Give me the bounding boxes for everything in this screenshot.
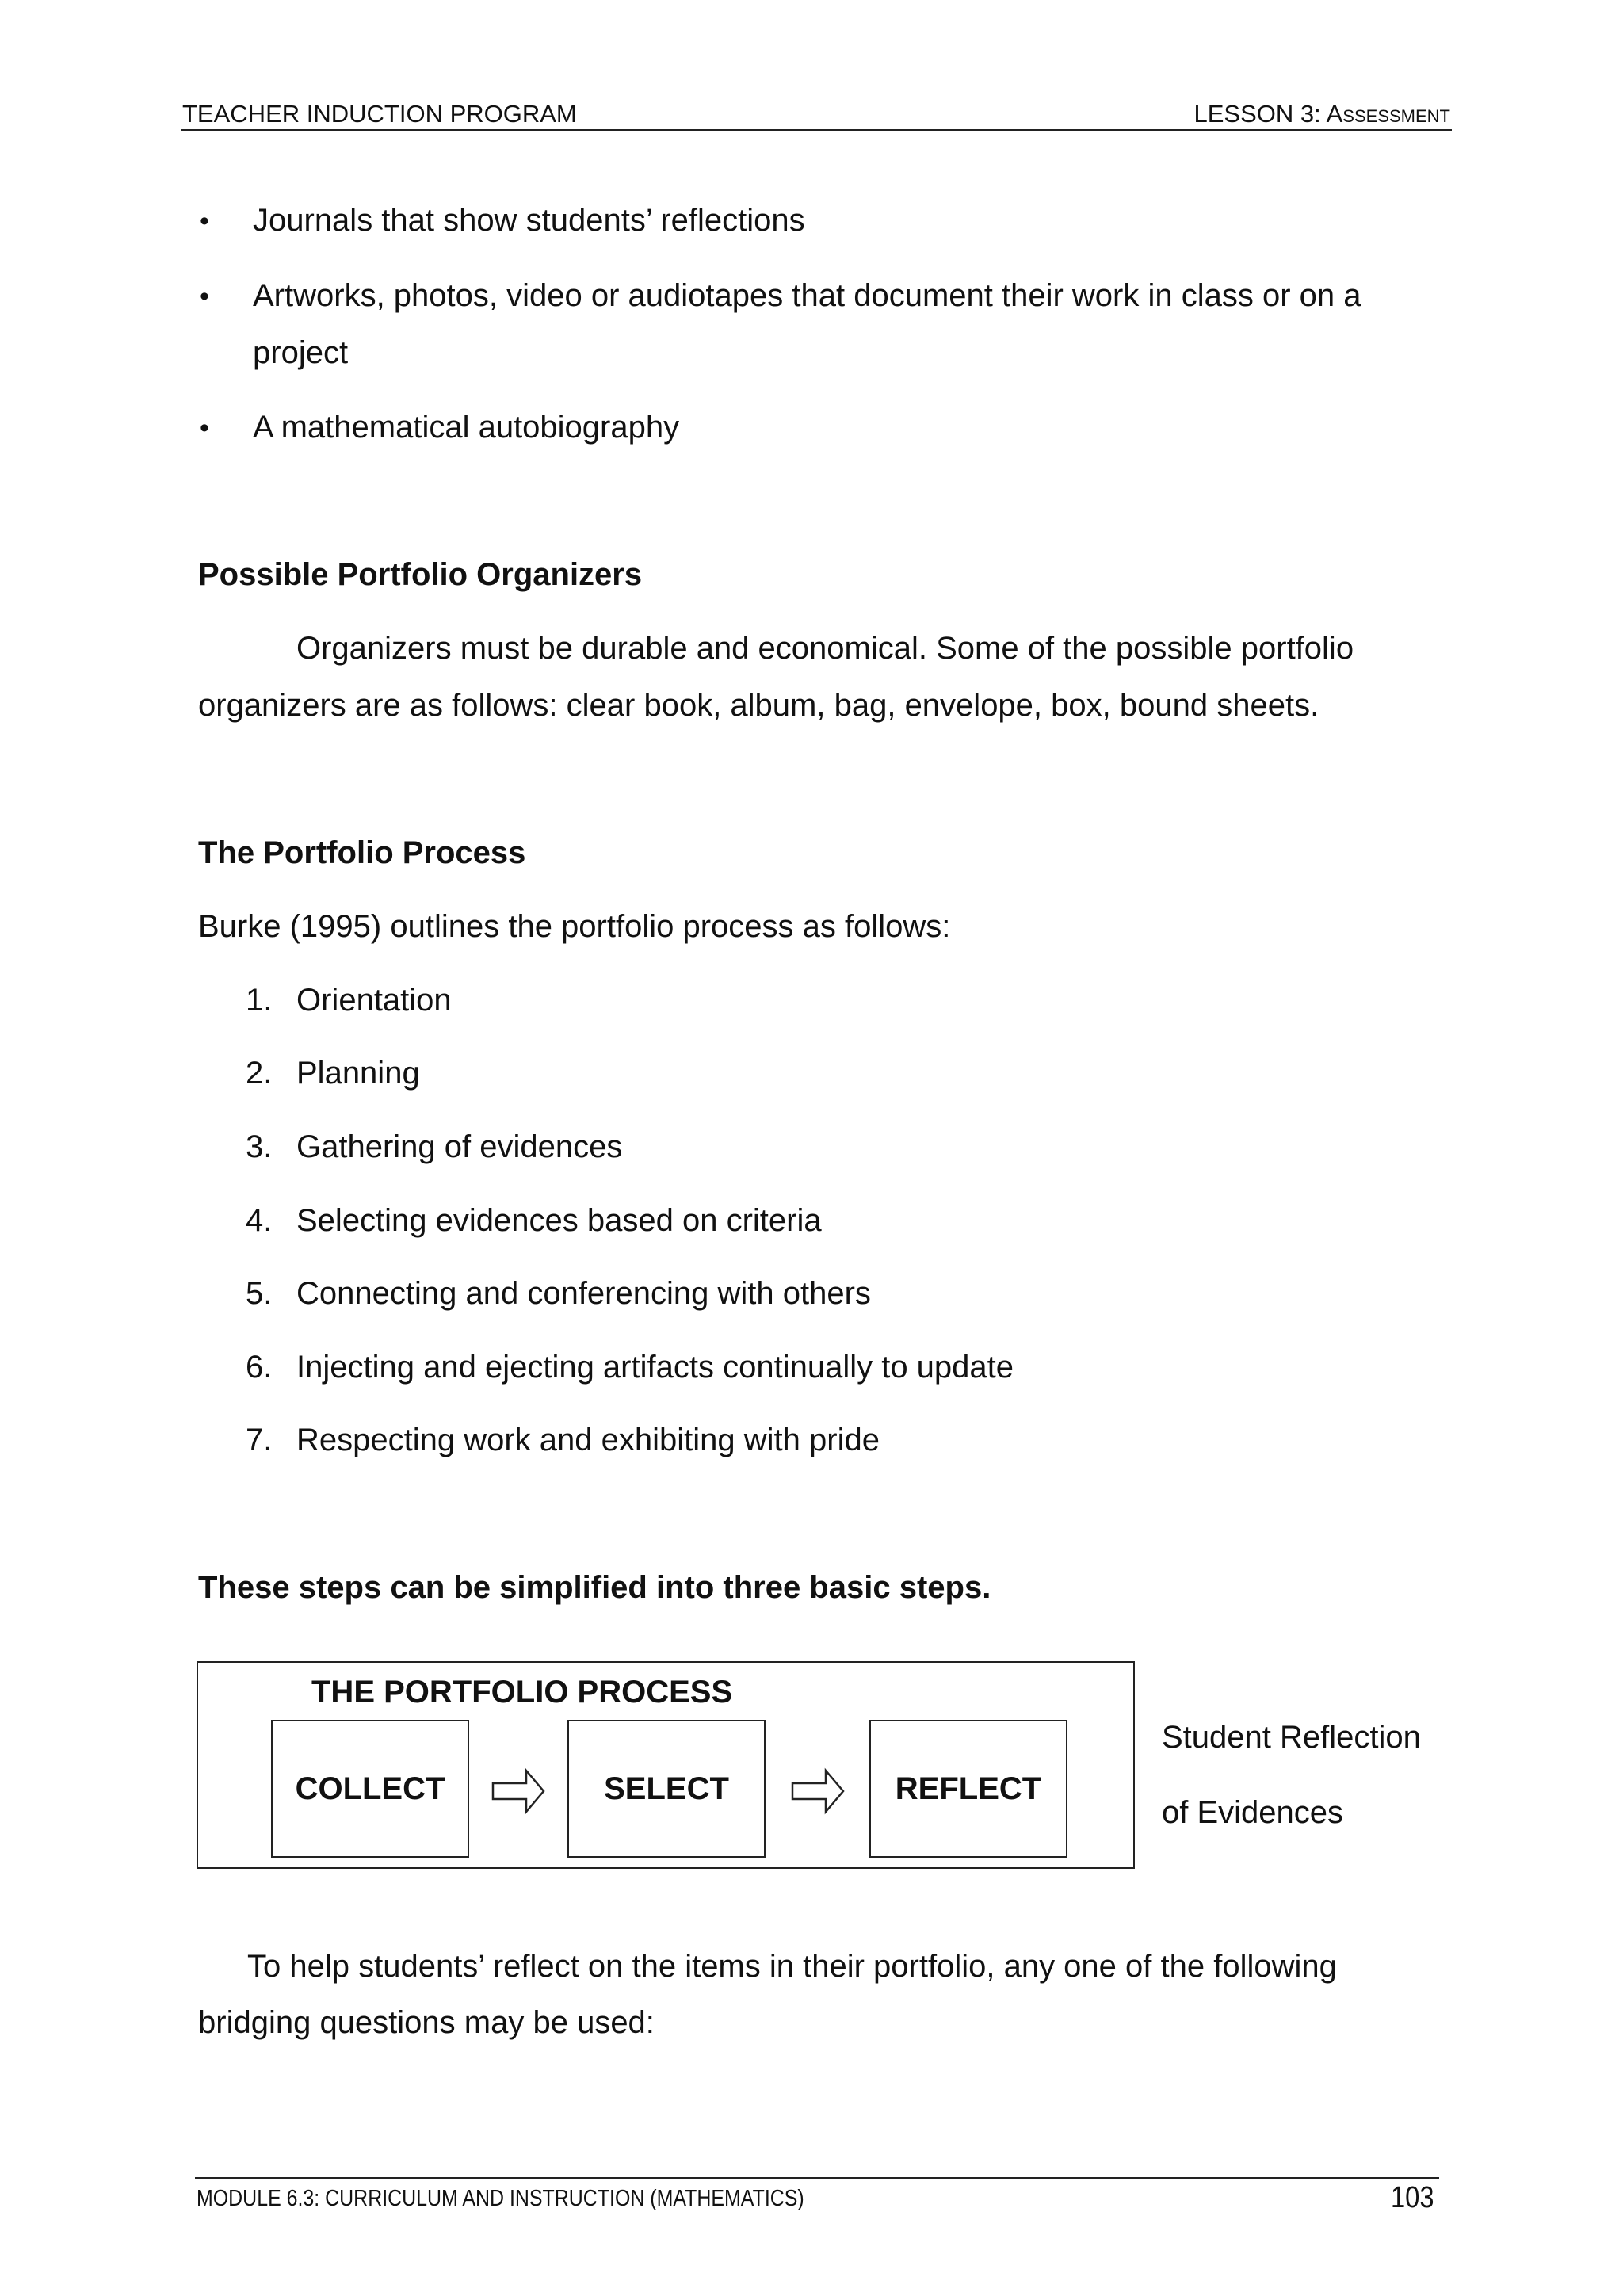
organizers-heading: Possible Portfolio Organizers bbox=[198, 557, 643, 592]
step-text: Planning bbox=[296, 1056, 420, 1091]
bullet-text: Journals that show students’ reflections bbox=[253, 203, 805, 238]
step-text: Injecting and ejecting artifacts continually to update bbox=[296, 1350, 1014, 1385]
step-number: 2. bbox=[246, 1056, 273, 1091]
footer-rule bbox=[195, 2177, 1439, 2179]
step-text: Respecting work and exhibiting with pride bbox=[296, 1423, 880, 1457]
bullet-dot: • bbox=[200, 413, 209, 443]
bullet-text: Artworks, photos, video or audiotapes that document their work in class or on a bbox=[253, 278, 1361, 313]
collect-box: COLLECT bbox=[271, 1720, 469, 1858]
running-header-left: TEACHER INDUCTION PROGRAM bbox=[182, 100, 577, 128]
organizers-paragraph-line1: Organizers must be durable and economical. Some of the possible portfolio bbox=[296, 631, 1354, 666]
step-number: 1. bbox=[246, 983, 273, 1018]
diagram-title: THE PORTFOLIO PROCESS bbox=[311, 1675, 733, 1710]
running-footer-left: MODULE 6.3: CURRICULUM AND INSTRUCTION (MATHEMATICS) bbox=[197, 2186, 804, 2211]
bullet-dot: • bbox=[200, 281, 209, 311]
step-text: Selecting evidences based on criteria bbox=[296, 1203, 822, 1238]
step-number: 6. bbox=[246, 1350, 273, 1385]
header-rule bbox=[181, 129, 1452, 131]
simplified-steps-heading: These steps can be simplified into three basic steps. bbox=[198, 1570, 991, 1605]
diagram-side-label-line1: Student Reflection bbox=[1162, 1720, 1421, 1755]
right-arrow-icon bbox=[791, 1767, 845, 1815]
step-text: Gathering of evidences bbox=[296, 1129, 623, 1164]
step-text: Orientation bbox=[296, 983, 452, 1018]
process-intro: Burke (1995) outlines the portfolio process as follows: bbox=[198, 909, 951, 944]
reflect-box: REFLECT bbox=[869, 1720, 1067, 1858]
closing-paragraph-line1: To help students’ reflect on the items in their portfolio, any one of the following bbox=[247, 1949, 1337, 1984]
bullet-text-continuation: project bbox=[253, 335, 349, 370]
bullet-text: A mathematical autobiography bbox=[253, 410, 680, 445]
step-number: 5. bbox=[246, 1276, 273, 1311]
right-arrow-icon bbox=[491, 1767, 545, 1815]
running-header-right: LESSON 3: Assessment bbox=[1193, 100, 1450, 128]
step-number: 3. bbox=[246, 1129, 273, 1164]
diagram-side-label-line2: of Evidences bbox=[1162, 1795, 1344, 1830]
page-number: 103 bbox=[1391, 2181, 1434, 2214]
process-heading: The Portfolio Process bbox=[198, 835, 526, 870]
bullet-dot: • bbox=[200, 206, 209, 236]
step-number: 4. bbox=[246, 1203, 273, 1238]
organizers-paragraph-line2: organizers are as follows: clear book, album, bag, envelope, box, bound sheets. bbox=[198, 688, 1319, 723]
step-text: Connecting and conferencing with others bbox=[296, 1276, 871, 1311]
step-number: 7. bbox=[246, 1423, 273, 1457]
closing-paragraph-line2: bridging questions may be used: bbox=[198, 2005, 655, 2040]
select-box: SELECT bbox=[567, 1720, 766, 1858]
